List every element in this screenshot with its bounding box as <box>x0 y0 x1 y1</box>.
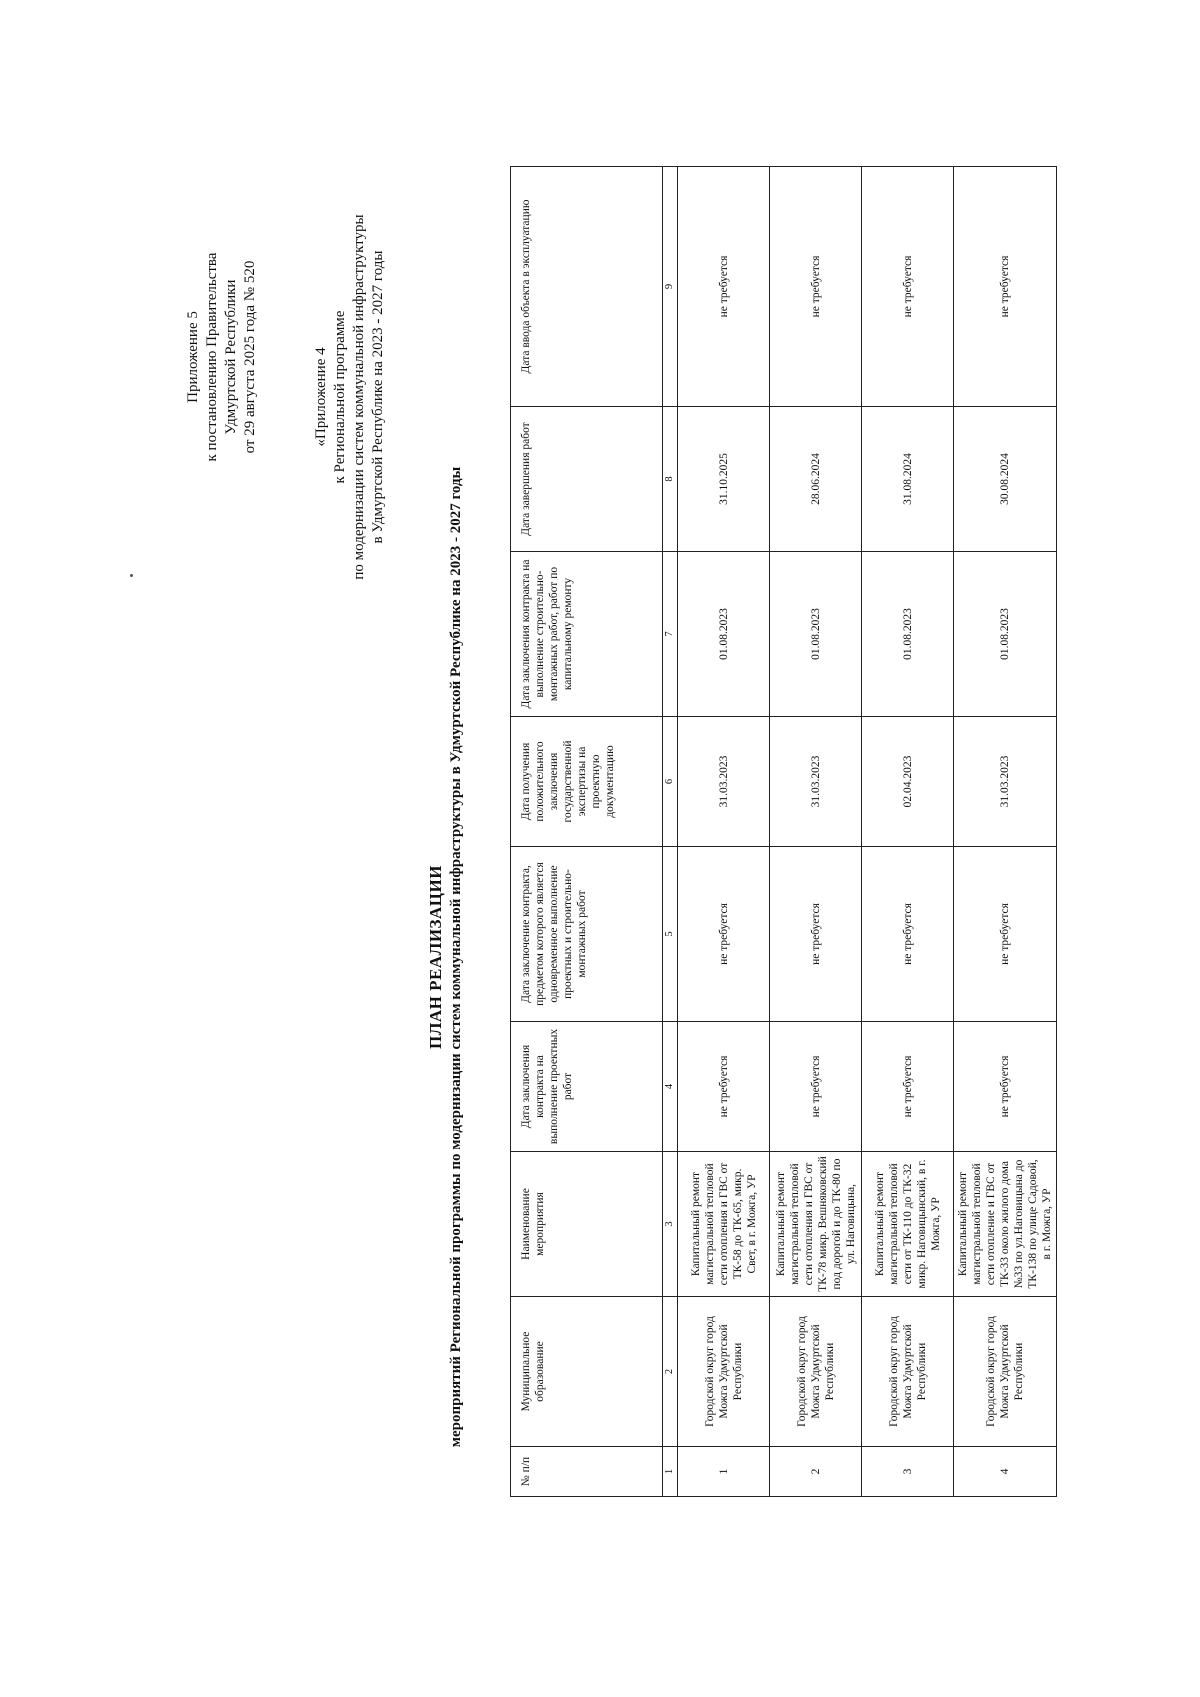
column-number: 7 <box>663 552 678 717</box>
column-number: 8 <box>663 407 678 552</box>
commissioning-date-cell: не требуется <box>954 167 1057 407</box>
row-number: 4 <box>954 1447 1057 1497</box>
design-contract-cell: не требуется <box>770 1022 862 1152</box>
column-number: 3 <box>663 1152 678 1297</box>
row-number: 3 <box>862 1447 954 1497</box>
municipality-cell: Городской округ город Можга Удмуртской Республики <box>862 1297 954 1447</box>
combined-contract-cell: не требуется <box>770 847 862 1022</box>
resolution-header <box>184 207 260 507</box>
column-header: Муниципальное образование <box>511 1297 663 1447</box>
column-number: 9 <box>663 167 678 407</box>
completion-date-cell: 28.06.2024 <box>770 407 862 552</box>
column-header: Наименование мероприятия <box>511 1152 663 1297</box>
column-header: Дата заключения контракта на выполнение строительно-монтажных работ, работ по капитальному ремонту <box>511 552 663 717</box>
row-number: 2 <box>770 1447 862 1497</box>
column-header: Дата завершения работ <box>511 407 663 552</box>
combined-contract-cell: не требуется <box>954 847 1057 1022</box>
appendix-line-3: по модернизации систем коммунальной инфраструктуры <box>351 214 367 580</box>
construction-contract-cell: 01.08.2023 <box>678 552 770 717</box>
implementation-plan-table <box>510 166 1057 1497</box>
commissioning-date-cell: не требуется <box>862 167 954 407</box>
combined-contract-cell: не требуется <box>678 847 770 1022</box>
design-contract-cell: не требуется <box>954 1022 1057 1152</box>
activity-name-cell: Капитальный ремонт магистральной тепловой сети отопления и ГВС от ТК-78 микр. Вешняковский под дорогой и до ТК-80 по ул. Наговицына, <box>770 1152 862 1297</box>
municipality-cell: Городской округ город Можга Удмуртской Республики <box>954 1297 1057 1447</box>
activity-name-cell: Капитальный ремонт магистральной тепловой сети отопление и ГВС от ТК-33 около жилого дома №33 по ул.Наговицына до ТК-138 по улице Садовой, в г. Можга, УР <box>954 1152 1057 1297</box>
title-main: ПЛАН РЕАЛИЗАЦИИ <box>426 865 445 1049</box>
appendix-line-2: к Региональной программе <box>332 310 348 484</box>
table-row <box>954 167 1057 1497</box>
column-header: № п/п <box>511 1447 663 1497</box>
appendix-line-4: в Удмуртской Республике на 2023 - 2027 годы <box>370 250 386 544</box>
activity-name-cell: Капитальный ремонт магистральной тепловой сети от ТК-110 до ТК-32 микр. Наговицынский, в г. Можга, УР <box>862 1152 954 1297</box>
appendix-header <box>312 127 388 667</box>
design-contract-cell: не требуется <box>678 1022 770 1152</box>
completion-date-cell: 31.08.2024 <box>862 407 954 552</box>
row-number: 1 <box>678 1447 770 1497</box>
header-line-3: Удмуртской Республики <box>223 279 239 435</box>
column-header: Дата ввода объекта в эксплуатацию <box>511 167 663 407</box>
municipality-cell: Городской округ город Можга Удмуртской Республики <box>678 1297 770 1447</box>
municipality-cell: Городской округ город Можга Удмуртской Республики <box>770 1297 862 1447</box>
header-line-1: Приложение 5 <box>185 311 201 403</box>
commissioning-date-cell: не требуется <box>678 167 770 407</box>
column-header: Дата заключения контракта на выполнение проектных работ <box>511 1022 663 1152</box>
construction-contract-cell: 01.08.2023 <box>862 552 954 717</box>
document-title <box>425 337 466 1577</box>
header-line-2: к постановлению Правительства <box>204 252 220 462</box>
column-number-row <box>663 167 678 1497</box>
table-row <box>862 167 954 1497</box>
completion-date-cell: 30.08.2024 <box>954 407 1057 552</box>
design-contract-cell: не требуется <box>862 1022 954 1152</box>
expertise-date-cell: 31.03.2023 <box>954 717 1057 847</box>
activity-name-cell: Капитальный ремонт магистральной тепловой сети отопления и ГВС от ТК-58 до ТК-65, микр. Свет, в г. Можга, УР <box>678 1152 770 1297</box>
expertise-date-cell: 02.04.2023 <box>862 717 954 847</box>
scan-speck <box>130 574 133 577</box>
column-number: 4 <box>663 1022 678 1152</box>
column-number: 5 <box>663 847 678 1022</box>
expertise-date-cell: 31.03.2023 <box>770 717 862 847</box>
appendix-line-1: «Приложение 4 <box>313 347 329 447</box>
combined-contract-cell: не требуется <box>862 847 954 1022</box>
construction-contract-cell: 01.08.2023 <box>954 552 1057 717</box>
commissioning-date-cell: не требуется <box>770 167 862 407</box>
column-number: 1 <box>663 1447 678 1497</box>
completion-date-cell: 31.10.2025 <box>678 407 770 552</box>
title-subtitle: мероприятий Региональной программы по модернизации систем коммунальной инфраструктуры в Удмуртской Республике на 2023 - 2027 годы <box>448 466 464 1448</box>
column-header: Дата получения положительного заключения государственной экспертизы на проектную документацию <box>511 717 663 847</box>
table-header-row <box>511 167 663 1497</box>
header-line-4: от 29 августа 2025 года № 520 <box>242 260 258 454</box>
column-number: 2 <box>663 1297 678 1447</box>
construction-contract-cell: 01.08.2023 <box>770 552 862 717</box>
column-header: Дата заключение контракта, предметом которого является одновременное выполнение проектных и строительно-монтажных работ <box>511 847 663 1022</box>
table-row <box>770 167 862 1497</box>
column-number: 6 <box>663 717 678 847</box>
expertise-date-cell: 31.03.2023 <box>678 717 770 847</box>
table-row <box>678 167 770 1497</box>
